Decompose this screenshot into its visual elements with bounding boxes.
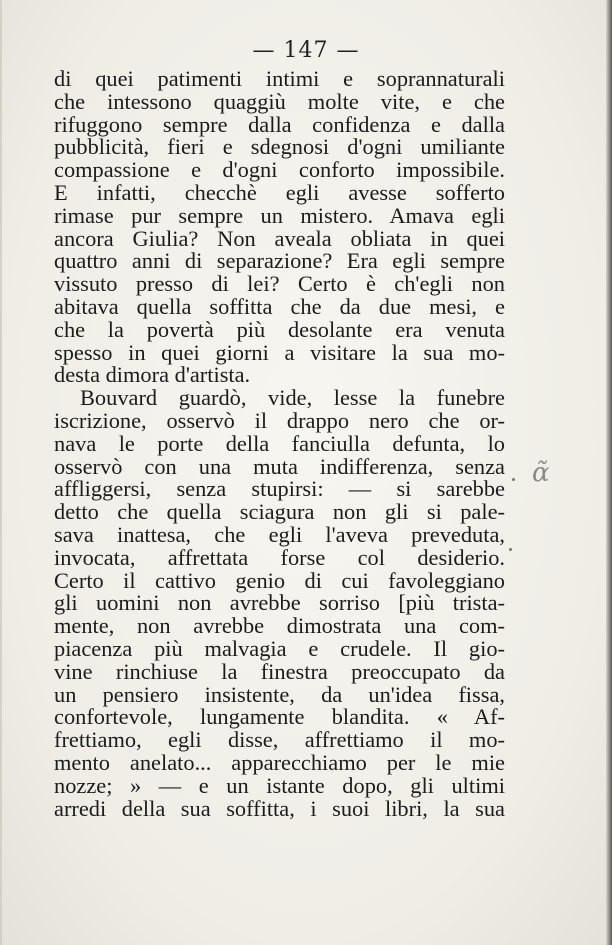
text-line: Certo il cattivo genio di cui favoleggiano <box>54 567 505 593</box>
text-line: rifuggono sempre dalla confidenza e dalla <box>54 111 505 137</box>
text-line: che intessono quaggiù molte vite, e che <box>54 88 505 114</box>
text-line: ancora Giulia? Non aveala obliata in quei <box>54 225 505 251</box>
text-line: piacenza più malvagia e crudele. Il gio- <box>54 635 505 661</box>
text-line: spesso in quei giorni a visitare la sua mo- <box>54 339 505 365</box>
text-line: un pensiero insistente, da un'idea fissa, <box>54 681 505 707</box>
text-line: iscrizione, osservò il drappo nero che or- <box>54 407 505 433</box>
text-line: desta dimora d'artista. <box>54 362 251 388</box>
body-text <box>54 68 505 820</box>
text-line: abitava quella soffitta che da due mesi, e <box>54 293 505 319</box>
text-line: mente, non avrebbe dimostrata una com- <box>54 613 505 639</box>
text-line: gli uomini non avrebbe sorriso [più trista- <box>54 590 505 616</box>
ink-speck <box>509 548 512 551</box>
page-number: — 147 — <box>252 38 360 63</box>
text-line: nava le porte della fanciulla defunta, lo <box>54 430 505 456</box>
text-line: nozze; » — e un istante dopo, gli ultimi <box>54 772 505 798</box>
text-line: compassione e d'ogni conforto impossibile. <box>54 157 505 183</box>
page-edge-right <box>606 0 612 945</box>
text-line: arredi della sua soffitta, i suoi libri, la sua <box>54 795 505 821</box>
page-edge-left <box>0 0 2 945</box>
ink-speck <box>512 478 515 481</box>
text-line: mento anelato... apparecchiamo per le mie <box>54 749 505 775</box>
text-line: invocata, affrettata forse col desiderio. <box>54 544 505 570</box>
text-line: confortevole, lungamente blandita. « Af- <box>54 704 505 730</box>
text-line: osservò con una muta indifferenza, senza <box>54 453 505 479</box>
text-line: E infatti, checchè egli avesse sofferto <box>54 179 505 205</box>
text-line: rimase pur sempre un mistero. Amava egli <box>54 202 505 228</box>
text-line: sava inattesa, che egli l'aveva preveduta, <box>54 521 505 547</box>
text-line: che la povertà più desolante era venuta <box>54 316 505 342</box>
text-line: Bouvard guardò, vide, lesse la funebre <box>80 385 505 411</box>
text-line: vine rinchiuse la finestra preoccupato da <box>54 658 505 684</box>
text-line: di quei patimenti intimi e soprannaturali <box>54 66 505 91</box>
text-line: affliggersi, senza stupirsi: — si sarebbe <box>54 476 505 502</box>
margin-pencil-mark: ɑ̃ <box>532 458 550 488</box>
text-line: quattro anni di separazione? Era egli sempre <box>54 248 505 274</box>
text-line: vissuto presso di lei? Certo è ch'egli non <box>54 271 505 297</box>
text-line: frettiamo, egli disse, affrettiamo il mo- <box>54 727 505 753</box>
text-line: detto che quella sciagura non gli si pale- <box>54 499 505 525</box>
text-line: pubblicità, fieri e sdegnosi d'ogni umiliante <box>54 134 505 160</box>
